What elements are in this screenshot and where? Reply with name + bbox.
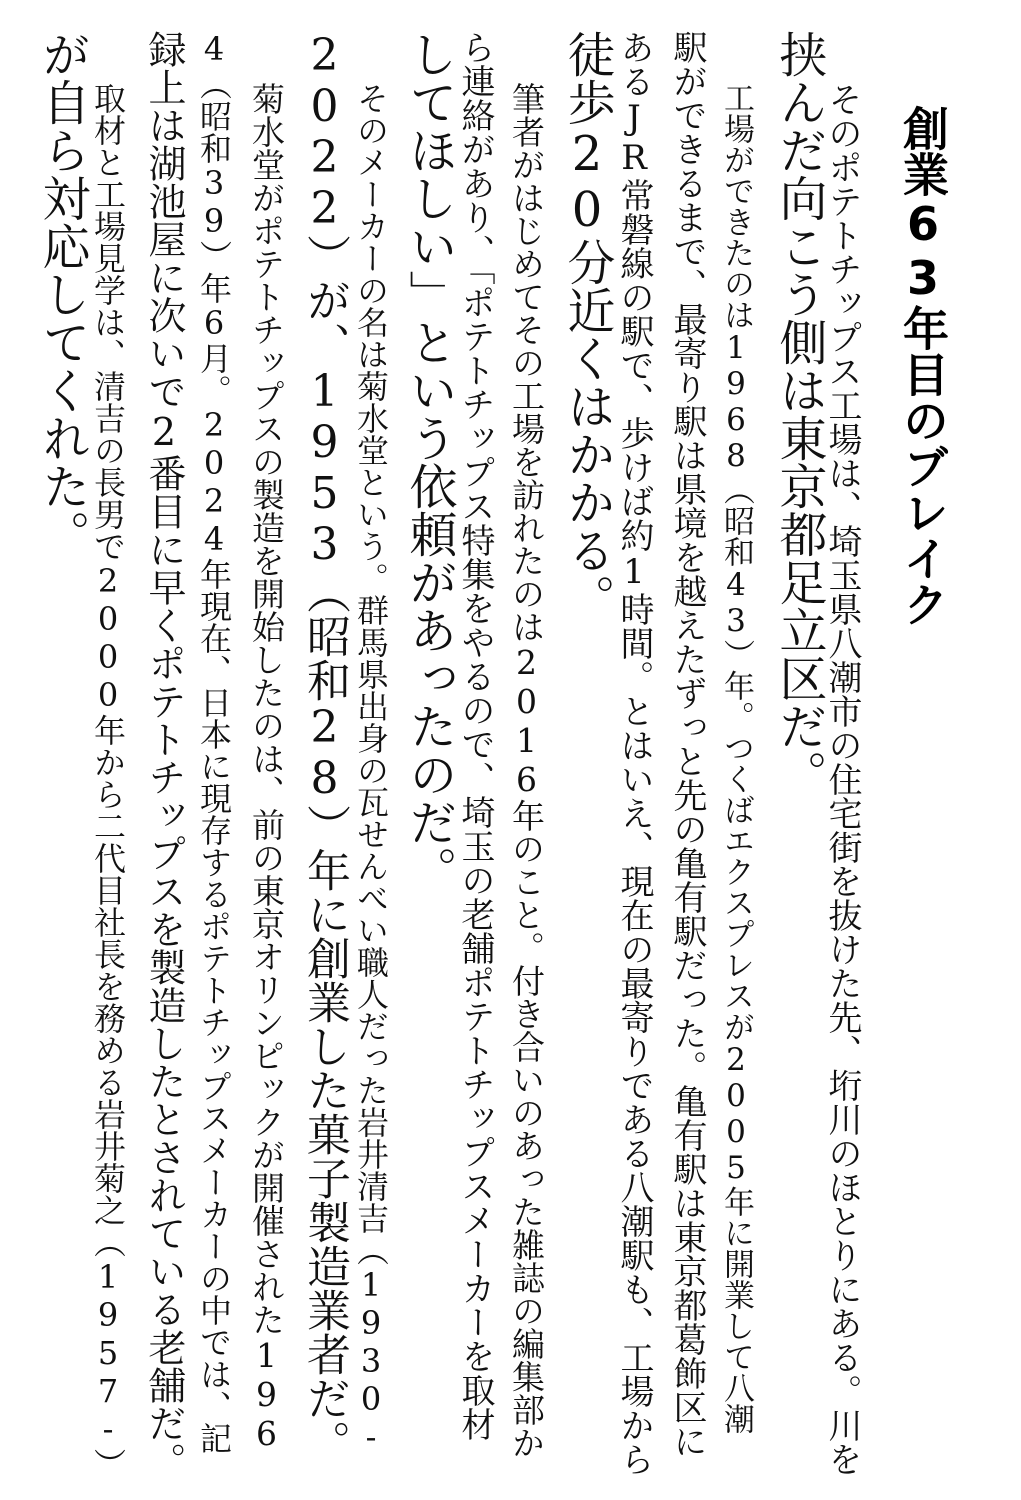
text-column-7: 筆者がはじめてその工場を訪れたのは2016年のこと。付き合いのあった雑誌の編集部か: [507, 82, 546, 1459]
section-title: 創業63年目のブレイク: [896, 105, 950, 627]
text-column-16: が自ら対応してくれた。: [34, 30, 90, 558]
text-column-13: 4（昭和39）年6月。2024年現在、日本に現存するポテトチップスメーカーの中では、記: [195, 30, 233, 1454]
text-column-15: 取材と工場見学は、清吉の長男で2000年から二代目社長を務める岩井菊之（1957-）: [89, 82, 127, 1480]
text-column-10: そのメーカーの名は菊水堂という。群馬県出身の瓦せんべい職人だった岩井清吉（1930-: [352, 82, 390, 1456]
text-column-6: 徒歩20分近くはかかる。: [559, 30, 615, 622]
text-column-4: 駅ができるまで、最寄り駅は県境を越えたずっと先の亀有駅だった。亀有駅は東京都葛飾区に: [667, 30, 707, 1458]
text-column-9: してほしい」という依頼があったのだ。: [401, 30, 457, 894]
text-column-2: 挟んだ向こう側は東京都足立区だ。: [771, 30, 827, 798]
text-column-14: 録上は湖池屋に次いで2番目に早くポテトチップスを製造したとされている老舗だ。: [142, 30, 186, 1480]
text-column-1: そのポテトチップス工場は、埼玉県八潮市の住宅街を抜けた先、垳川のほとりにある。川を: [822, 82, 862, 1476]
text-column-5: あるJR常磐線の駅で、歩けば約1時間。とはいえ、現在の最寄りである八潮駅も、工場から: [614, 30, 654, 1476]
text-column-8: ら連絡があり、「ポテトチップス特集をやるので、埼玉の老舗ポテトチップスメーカーを取材: [455, 30, 495, 1441]
text-column-11: 2022）が、1953（昭和28）年に創業した菓子製造業者だ。: [299, 30, 350, 1464]
text-column-12: 菊水堂がポテトチップスの製造を開始したのは、前の東京オリンピックが開催された196: [247, 82, 286, 1453]
text-column-3: 工場ができたのは1968（昭和43）年。つくばエクスプレスが2005年に開業して八潮: [718, 82, 754, 1434]
